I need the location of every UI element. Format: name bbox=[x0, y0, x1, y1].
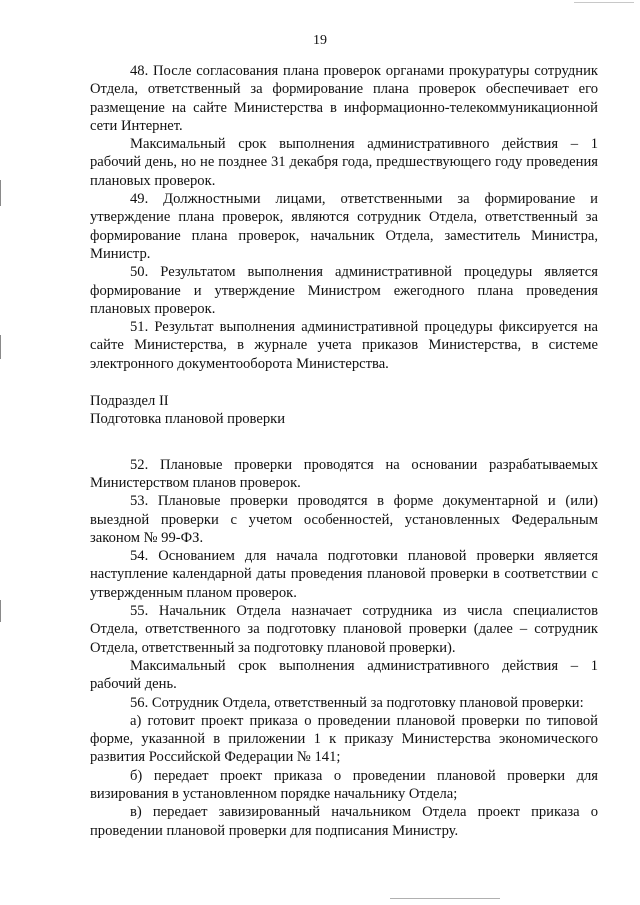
document-body bbox=[90, 62, 598, 840]
subsection-title: Подготовка плановой проверки bbox=[90, 411, 286, 428]
spacer bbox=[90, 373, 598, 392]
paragraph-52: 52. Плановые проверки проводятся на основании разрабатываемых Министерством планов проверок. bbox=[90, 456, 598, 491]
scan-artifact bbox=[390, 898, 500, 899]
page-number: 19 bbox=[313, 33, 327, 48]
paragraph-48: 48. После согласования плана проверок органами прокуратуры сотрудник Отдела, ответственный за формирование плана проверок обеспечивает его размещение на сайте Министерства в информационно-телекоммуникационной сети Интернет. bbox=[90, 63, 598, 134]
paragraph-50: 50. Результатом выполнения административной процедуры является формирование и утверждение Министром ежегодного плана проведения плановых проверок. bbox=[90, 264, 598, 317]
scan-artifact bbox=[574, 2, 634, 3]
scan-edge-mark bbox=[0, 335, 1, 359]
paragraph-56-item-a: а) готовит проект приказа о проведении плановой проверки по типовой форме, указанной в приложении 1 к приказу Министерства экономического развития Российской Федерации № 141; bbox=[90, 712, 598, 766]
subsection-number: Подраздел II bbox=[90, 393, 169, 410]
scan-edge-mark bbox=[0, 180, 1, 206]
paragraph-48-deadline: Максимальный срок выполнения административного действия – 1 рабочий день, но не позднее 31 декабря года, предшествующего году проведения плановых проверок. bbox=[90, 136, 598, 189]
paragraph-51: 51. Результат выполнения административной процедуры фиксируется на сайте Министерства, в журнале учета приказов Министерства, в системе электронного документооборота Министерства. bbox=[90, 319, 598, 372]
paragraph-56-item-b: б) передает проект приказа о проведении плановой проверки для визирования в установленном порядке начальнику Отдела; bbox=[90, 767, 598, 802]
paragraph-49: 49. Должностными лицами, ответственными за формирование и утверждение плана проверок, являются сотрудник Отдела, ответственный за формирование плана проверок, начальник Отдела, заместитель Министра, Министр. bbox=[90, 191, 598, 262]
spacer bbox=[90, 429, 598, 456]
paragraph-54: 54. Основанием для начала подготовки плановой проверки является наступление календарной даты проведения плановой проверки в соответствии с утвержденным планом проверок. bbox=[90, 548, 598, 601]
paragraph-55-deadline: Максимальный срок выполнения административного действия – 1 рабочий день. bbox=[90, 657, 598, 693]
paragraph-55: 55. Начальник Отдела назначает сотрудника из числа специалистов Отдела, ответственного за подготовку плановой проверки (далее – сотрудник Отдела, ответственный за подготовку плановой проверки). bbox=[90, 603, 598, 656]
paragraph-56-item-c: в) передает завизированный начальником Отдела проект приказа о проведении плановой проверки для подписания Министру. bbox=[90, 804, 598, 839]
paragraph-56: 56. Сотрудник Отдела, ответственный за подготовку плановой проверки: bbox=[130, 694, 584, 711]
scan-edge-mark bbox=[0, 600, 1, 622]
paragraph-53: 53. Плановые проверки проводятся в форме документарной и (или) выездной проверки с учетом особенностей, установленных Федеральным законом № 99-ФЗ. bbox=[90, 493, 598, 546]
